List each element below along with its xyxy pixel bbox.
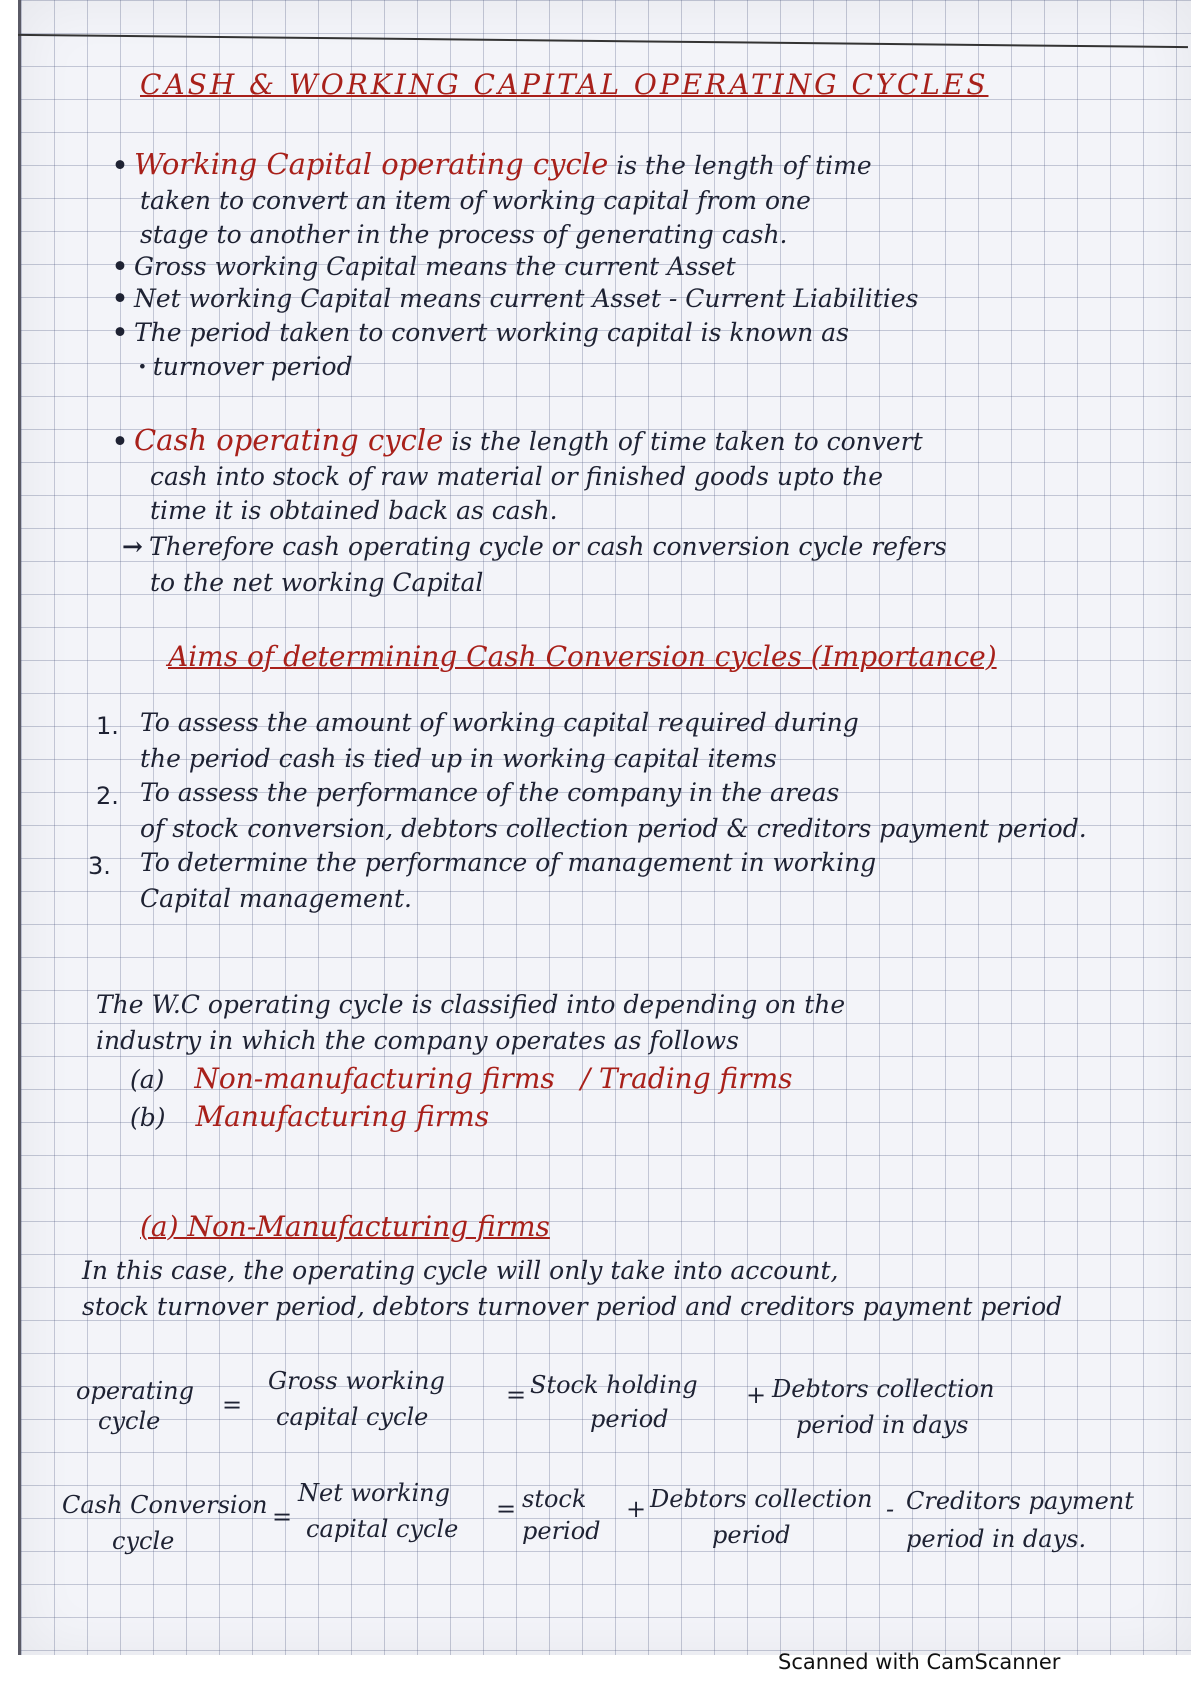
aim-3-line-2: Capital management. — [140, 884, 412, 913]
formula-2-term-3-top: Debtors collection — [650, 1485, 873, 1513]
formula-1-lhs-2: cycle — [98, 1407, 161, 1435]
aims-heading: Aims of determining Cash Conversion cycles (Importance) — [168, 640, 997, 673]
non-mfg-heading: (a) Non-Manufacturing firms — [140, 1210, 550, 1243]
formula-2-plus: + — [626, 1495, 647, 1523]
page-title: CASH & WORKING CAPITAL OPERATING CYCLES — [140, 68, 989, 101]
classification-item-a — [130, 1062, 793, 1096]
formula-2-term-1-bottom: capital cycle — [306, 1515, 459, 1543]
scanner-footer: Scanned with CamScanner — [778, 1650, 1061, 1674]
formula-1-equals-2: = — [506, 1381, 527, 1409]
formula-2-term-4-bottom: period in days. — [906, 1525, 1087, 1553]
cash-cycle-term: Cash operating cycle — [133, 423, 444, 457]
net-wc-line: • Net working Capital means current Asset - Current Liabilities — [112, 284, 919, 313]
turnover-text-2: turnover period — [152, 352, 353, 381]
cash-cycle-def-1: is the length of time taken to convert — [451, 427, 923, 456]
aim-2-line-2: of stock conversion, debtors collection period & creditors payment period. — [140, 814, 1087, 843]
formula-2-term-3-bottom: period — [712, 1521, 791, 1549]
net-wc-text: Net working Capital means current Asset - Current Liabilities — [133, 284, 919, 313]
formula-1-term-1-top: Gross working — [268, 1367, 445, 1395]
non-mfg-line-2: stock turnover period, debtors turnover period and creditors payment period — [82, 1292, 1063, 1321]
item-a-label: (a) — [130, 1065, 165, 1094]
item-b-label: (b) — [130, 1103, 166, 1132]
wc-def-1: is the length of time — [616, 151, 872, 180]
gross-wc-text: Gross working Capital means the current Asset — [133, 252, 736, 281]
aim-1-line-1: To assess the amount of working capital required during — [140, 708, 859, 737]
wc-definition-line-3: stage to another in the process of generating cash. — [140, 220, 788, 249]
aim-1-number: 1. — [96, 712, 119, 740]
turnover-line-2: · turnover period — [138, 352, 353, 381]
formula-1-term-3-bottom: period in days — [796, 1411, 969, 1439]
formula-2-equals-2: = — [496, 1495, 517, 1523]
turnover-line-1: • The period taken to convert working capital is known as — [112, 318, 849, 347]
item-b-text: Manufacturing firms — [195, 1100, 490, 1133]
cash-cycle-note-2: to the net working Capital — [150, 568, 484, 597]
cash-cycle-line-1: • Cash operating cycle is the length of time taken to convert — [112, 423, 923, 457]
formula-1-equals: = — [222, 1391, 243, 1419]
aim-2-number: 2. — [96, 782, 119, 810]
aim-1-line-2: the period cash is tied up in working capital items — [140, 744, 777, 773]
wc-definition-line-2: taken to convert an item of working capital from one — [140, 186, 811, 215]
cash-cycle-note-1: → Therefore cash operating cycle or cash conversion cycle refers — [122, 532, 947, 561]
aim-2-line-1: To assess the performance of the company in the areas — [140, 778, 840, 807]
wc-definition-line-1: • Working Capital operating cycle is the length of time — [112, 147, 872, 181]
cash-cycle-line-2: cash into stock of raw material or finished goods upto the — [150, 462, 884, 491]
aim-3-number: 3. — [88, 852, 111, 880]
formula-2-minus: - — [886, 1495, 895, 1523]
classification-line-2: industry in which the company operates as follows — [96, 1026, 739, 1055]
formula-1-plus: + — [746, 1381, 767, 1409]
formula-2-term-2-top: stock — [522, 1485, 587, 1513]
classification-line-1: The W.C operating cycle is classified into depending on the — [96, 990, 846, 1019]
gross-wc-line: • Gross working Capital means the current Asset — [112, 252, 736, 281]
formula-2-term-4-top: Creditors payment — [906, 1487, 1134, 1515]
turnover-text-1: The period taken to convert working capital is known as — [133, 318, 849, 347]
formula-2-lhs-2: cycle — [112, 1527, 175, 1555]
non-mfg-line-1: In this case, the operating cycle will only take into account, — [82, 1256, 839, 1285]
formula-1-term-3-top: Debtors collection — [772, 1375, 995, 1403]
formula-1-term-2-top: Stock holding — [530, 1371, 698, 1399]
formula-1-lhs-1: operating — [76, 1377, 194, 1405]
formula-2-lhs-1: Cash Conversion — [62, 1491, 268, 1519]
formula-1-term-2-bottom: period — [590, 1405, 669, 1433]
item-a-text: Non-manufacturing firms — [194, 1062, 555, 1095]
wc-term: Working Capital operating cycle — [133, 147, 609, 181]
classification-item-b — [130, 1100, 489, 1134]
cash-cycle-note-text-1: Therefore cash operating cycle or cash conversion cycle refers — [148, 532, 947, 561]
formula-1-term-1-bottom: capital cycle — [276, 1403, 429, 1431]
cash-cycle-line-3: time it is obtained back as cash. — [150, 496, 558, 525]
item-a-alt: / Trading firms — [580, 1062, 793, 1095]
formula-2-term-1-top: Net working — [298, 1479, 450, 1507]
aim-3-line-1: To determine the performance of management in working — [140, 848, 877, 877]
formula-2-equals: = — [272, 1503, 293, 1531]
formula-2-term-2-bottom: period — [522, 1517, 601, 1545]
